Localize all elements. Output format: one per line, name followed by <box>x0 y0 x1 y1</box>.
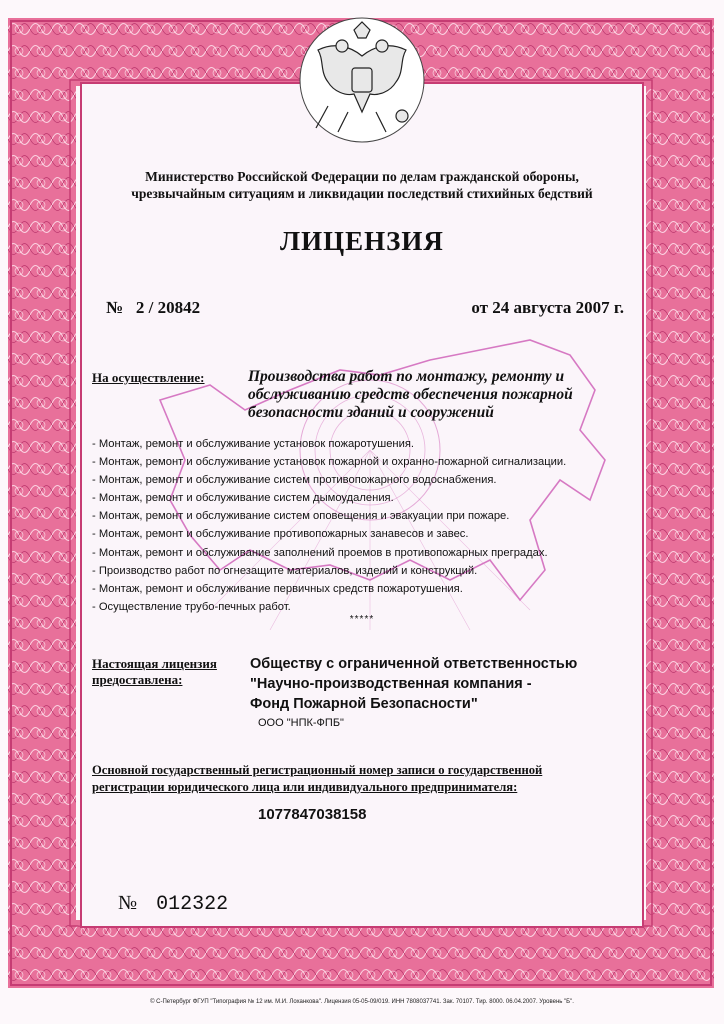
activity-title: Производства работ по монтажу, ремонту и обслуживанию средств обеспечения пожарной безопасности зданий и сооружений <box>248 368 573 421</box>
grantee-org-line-3: Фонд Пожарной Безопасности" <box>250 696 478 712</box>
list-item: - Производство работ по огнезащите материалов, изделий и конструкций. <box>92 564 478 577</box>
grantee-label-line-2: предоставлена: <box>92 672 183 687</box>
double-headed-eagle-emblem <box>298 16 426 144</box>
ministry-line-1: Министерство Российской Федерации по делам гражданской обороны, <box>145 169 579 184</box>
license-number-value: 2 / 20842 <box>135 298 201 317</box>
list-item: - Монтаж, ремонт и обслуживание противопожарных занавесов и завес. <box>92 528 469 541</box>
grantee-org-line-1: Обществу с ограниченной ответственностью <box>250 656 578 672</box>
registration-label-line-2: регистрации юридического лица или индивидуального предпринимателя: <box>92 780 518 794</box>
section-separator: ***** <box>349 614 375 625</box>
list-item: - Монтаж, ремонт и обслуживание заполнений проемов в противопожарных преградах. <box>92 546 548 559</box>
list-item: - Монтаж, ремонт и обслуживание установок пожаротушения. <box>92 438 415 450</box>
document-title: ЛИЦЕНЗИЯ <box>280 226 444 256</box>
activity-label: На осуществление: <box>92 370 205 385</box>
serial-value: 012322 <box>156 893 229 916</box>
printer-imprint: © С-Петербург ФГУП "Типография № 12 им. М.И. Лоханкова". Лицензия 05-05-09/019. ИНН 7808037741. Зак. 70107. Тир. 8000. 06.04.2007. Уровень "Б". <box>150 999 574 1005</box>
list-item: - Монтаж, ремонт и обслуживание систем противопожарного водоснабжения. <box>92 474 497 487</box>
serial-number <box>118 892 228 916</box>
ministry-heading <box>80 168 644 202</box>
license-date: от 24 августа 2007 г. <box>471 298 624 317</box>
registration-label-line-1: Основной государственный регистрационный номер записи о государственной <box>92 763 543 777</box>
list-item: - Монтаж, ремонт и обслуживание первичных средств пожаротушения. <box>92 582 463 595</box>
grantee-organization <box>250 654 640 714</box>
grantee-org-line-2: "Научно-производственная компания - <box>250 676 532 692</box>
activity-list <box>92 435 652 616</box>
grantee-label-line-1: Настоящая лицензия <box>92 656 217 671</box>
license-number-prefix: № <box>106 298 124 317</box>
grantee-short-name: ООО "НПК-ФПБ" <box>258 717 344 729</box>
list-item: - Монтаж, ремонт и обслуживание установок пожарной и охранно-пожарной сигнализации. <box>92 456 567 469</box>
grantee-label <box>92 656 242 688</box>
ministry-line-2: чрезвычайным ситуациям и ликвидации последствий стихийных бедствий <box>131 186 593 201</box>
registration-label <box>92 762 642 796</box>
list-item: - Монтаж, ремонт и обслуживание систем дымоудаления. <box>92 492 394 505</box>
ogrn-number: 1077847038158 <box>258 806 367 823</box>
list-item: - Осуществление трубо-печных работ. <box>92 600 291 613</box>
serial-prefix: № <box>118 892 138 914</box>
list-item: - Монтаж, ремонт и обслуживание систем оповещения и эвакуации при пожаре. <box>92 510 510 523</box>
license-number <box>106 298 200 318</box>
